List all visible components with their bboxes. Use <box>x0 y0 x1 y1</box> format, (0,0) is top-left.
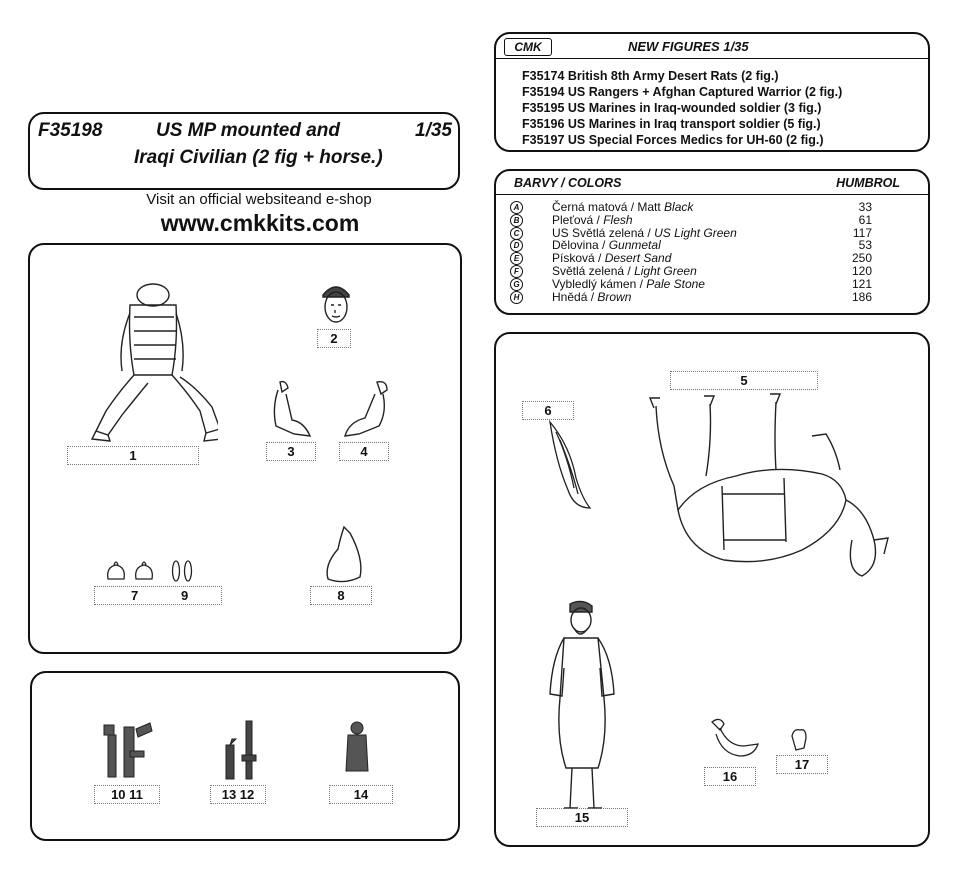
divider <box>496 58 928 59</box>
humbrol-code: 121 <box>851 276 872 291</box>
parts-panel-1 <box>28 243 462 654</box>
part-label-5: 5 <box>670 371 818 390</box>
part-label-3: 3 <box>266 442 316 461</box>
humbrol-code: 61 <box>858 212 872 227</box>
color-letter-badge: B <box>510 214 523 227</box>
colors-table <box>494 169 930 315</box>
color-name-cz: US Světlá zelená / <box>552 225 655 240</box>
new-figures-box <box>494 32 930 152</box>
figure-8-bag-drawing <box>320 525 366 587</box>
part-label-1: 1 <box>67 446 199 465</box>
humbrol-heading: HUMBROL <box>836 176 900 190</box>
color-row <box>496 201 928 213</box>
part-label-4: 4 <box>339 442 389 461</box>
color-letter-badge: D <box>510 239 523 252</box>
figure-2-head-drawing <box>318 279 354 327</box>
color-name <box>552 201 693 213</box>
list-item: F35194 US Rangers + Afghan Captured Warrior (2 fig.) <box>522 85 843 99</box>
humbrol-code: 120 <box>851 264 872 278</box>
color-row <box>496 227 928 239</box>
part-label-9: 9 <box>181 588 189 603</box>
color-row <box>496 291 928 303</box>
color-name-cz: Dělovina / <box>552 238 609 253</box>
color-row <box>496 239 928 251</box>
part-label-7: 7 <box>131 588 139 603</box>
humbrol-code: 33 <box>858 200 872 214</box>
part-label-14: 14 <box>329 785 393 804</box>
color-row <box>496 278 928 290</box>
humbrol-code: 53 <box>858 238 872 253</box>
color-name <box>552 252 671 264</box>
color-name-cz: Hnědá / <box>552 289 598 304</box>
part-label-17: 17 <box>776 755 828 774</box>
color-name-cz: Vybledlý kámen / <box>552 276 647 291</box>
parts-7-9-drawing <box>104 557 194 583</box>
figure-6-tail-drawing <box>546 418 592 512</box>
figure-4-arm-drawing <box>339 378 399 438</box>
part-label-2: 2 <box>317 329 351 348</box>
color-name-en: Pale Stone <box>646 276 705 291</box>
figure-15-civilian-drawing <box>538 598 628 814</box>
humbrol-code: 250 <box>851 251 872 266</box>
figure-17-hand-drawing <box>788 726 810 754</box>
color-name <box>552 239 661 251</box>
color-letter-badge: E <box>510 252 523 265</box>
kit-title-box <box>28 112 460 190</box>
color-name-en: Flesh <box>603 212 633 227</box>
color-row <box>496 265 928 277</box>
parts-panel-2 <box>30 671 460 841</box>
list-item: F35197 US Special Forces Medics for UH-60 (2 fig.) <box>522 133 824 147</box>
figure-3-arm-drawing <box>266 378 316 438</box>
figure-1-rider-drawing <box>88 283 218 443</box>
color-name-en: Gunmetal <box>608 238 661 253</box>
part-label-15: 15 <box>536 808 628 827</box>
cmk-logo: CMK <box>504 38 552 56</box>
visit-text: Visit an official websiteand e-shop <box>146 191 372 208</box>
parts-12-13-drawing <box>222 719 262 783</box>
new-figures-list <box>522 68 842 148</box>
list-item: F35174 British 8th Army Desert Rats (2 fig.) <box>522 69 779 83</box>
parts-panel-3 <box>494 332 930 847</box>
part-label-13-12: 13 12 <box>210 785 266 804</box>
color-name-en: US Light Green <box>654 225 737 240</box>
color-name <box>552 278 705 290</box>
figure-16-arm-drawing <box>706 716 762 760</box>
part-label-10-11: 10 11 <box>94 785 160 804</box>
color-name-en: Black <box>664 200 694 214</box>
color-letter-badge: A <box>510 201 523 214</box>
color-name-en: Desert Sand <box>604 251 672 266</box>
parts-10-11-drawing <box>100 721 160 783</box>
part-label-6: 6 <box>522 401 574 420</box>
list-item: F35196 US Marines in Iraq transport soldier (5 fig.) <box>522 117 821 131</box>
color-name-cz: Písková / <box>552 251 605 266</box>
color-row <box>496 214 928 226</box>
color-name-en: Brown <box>597 289 632 304</box>
new-figures-heading: NEW FIGURES 1/35 <box>628 39 749 54</box>
color-letter-badge: H <box>510 291 523 304</box>
color-name-cz: Světlá zelená / <box>552 264 635 278</box>
part-label-7-9 <box>94 586 222 605</box>
kit-title-line1: US MP mounted and <box>156 120 341 141</box>
color-letter-badge: F <box>510 265 523 278</box>
color-name-en: Light Green <box>634 264 697 278</box>
color-name <box>552 214 633 226</box>
divider <box>496 194 928 195</box>
figure-5-horse-drawing <box>626 390 902 590</box>
color-name-cz: Černá matová / Matt <box>552 200 665 214</box>
colors-heading: BARVY / COLORS <box>514 176 622 190</box>
part-label-16: 16 <box>704 767 756 786</box>
color-letter-badge: G <box>510 278 523 291</box>
color-name <box>552 227 737 239</box>
list-item: F35195 US Marines in Iraq-wounded soldier (3 fig.) <box>522 101 822 115</box>
kit-title-line2: Iraqi Civilian (2 fig + horse.) <box>134 147 383 168</box>
color-letter-badge: C <box>510 227 523 240</box>
color-name <box>552 291 631 303</box>
humbrol-code: 117 <box>852 225 872 240</box>
color-row <box>496 252 928 264</box>
humbrol-code: 186 <box>851 289 872 304</box>
kit-code: F35198 <box>38 120 103 141</box>
color-name <box>552 265 697 277</box>
color-name-cz: Pleťová / <box>552 212 604 227</box>
figure-14-drawing <box>342 721 372 777</box>
website-link[interactable]: www.cmkkits.com <box>160 210 360 236</box>
part-label-8: 8 <box>310 586 372 605</box>
kit-scale: 1/35 <box>415 120 452 141</box>
